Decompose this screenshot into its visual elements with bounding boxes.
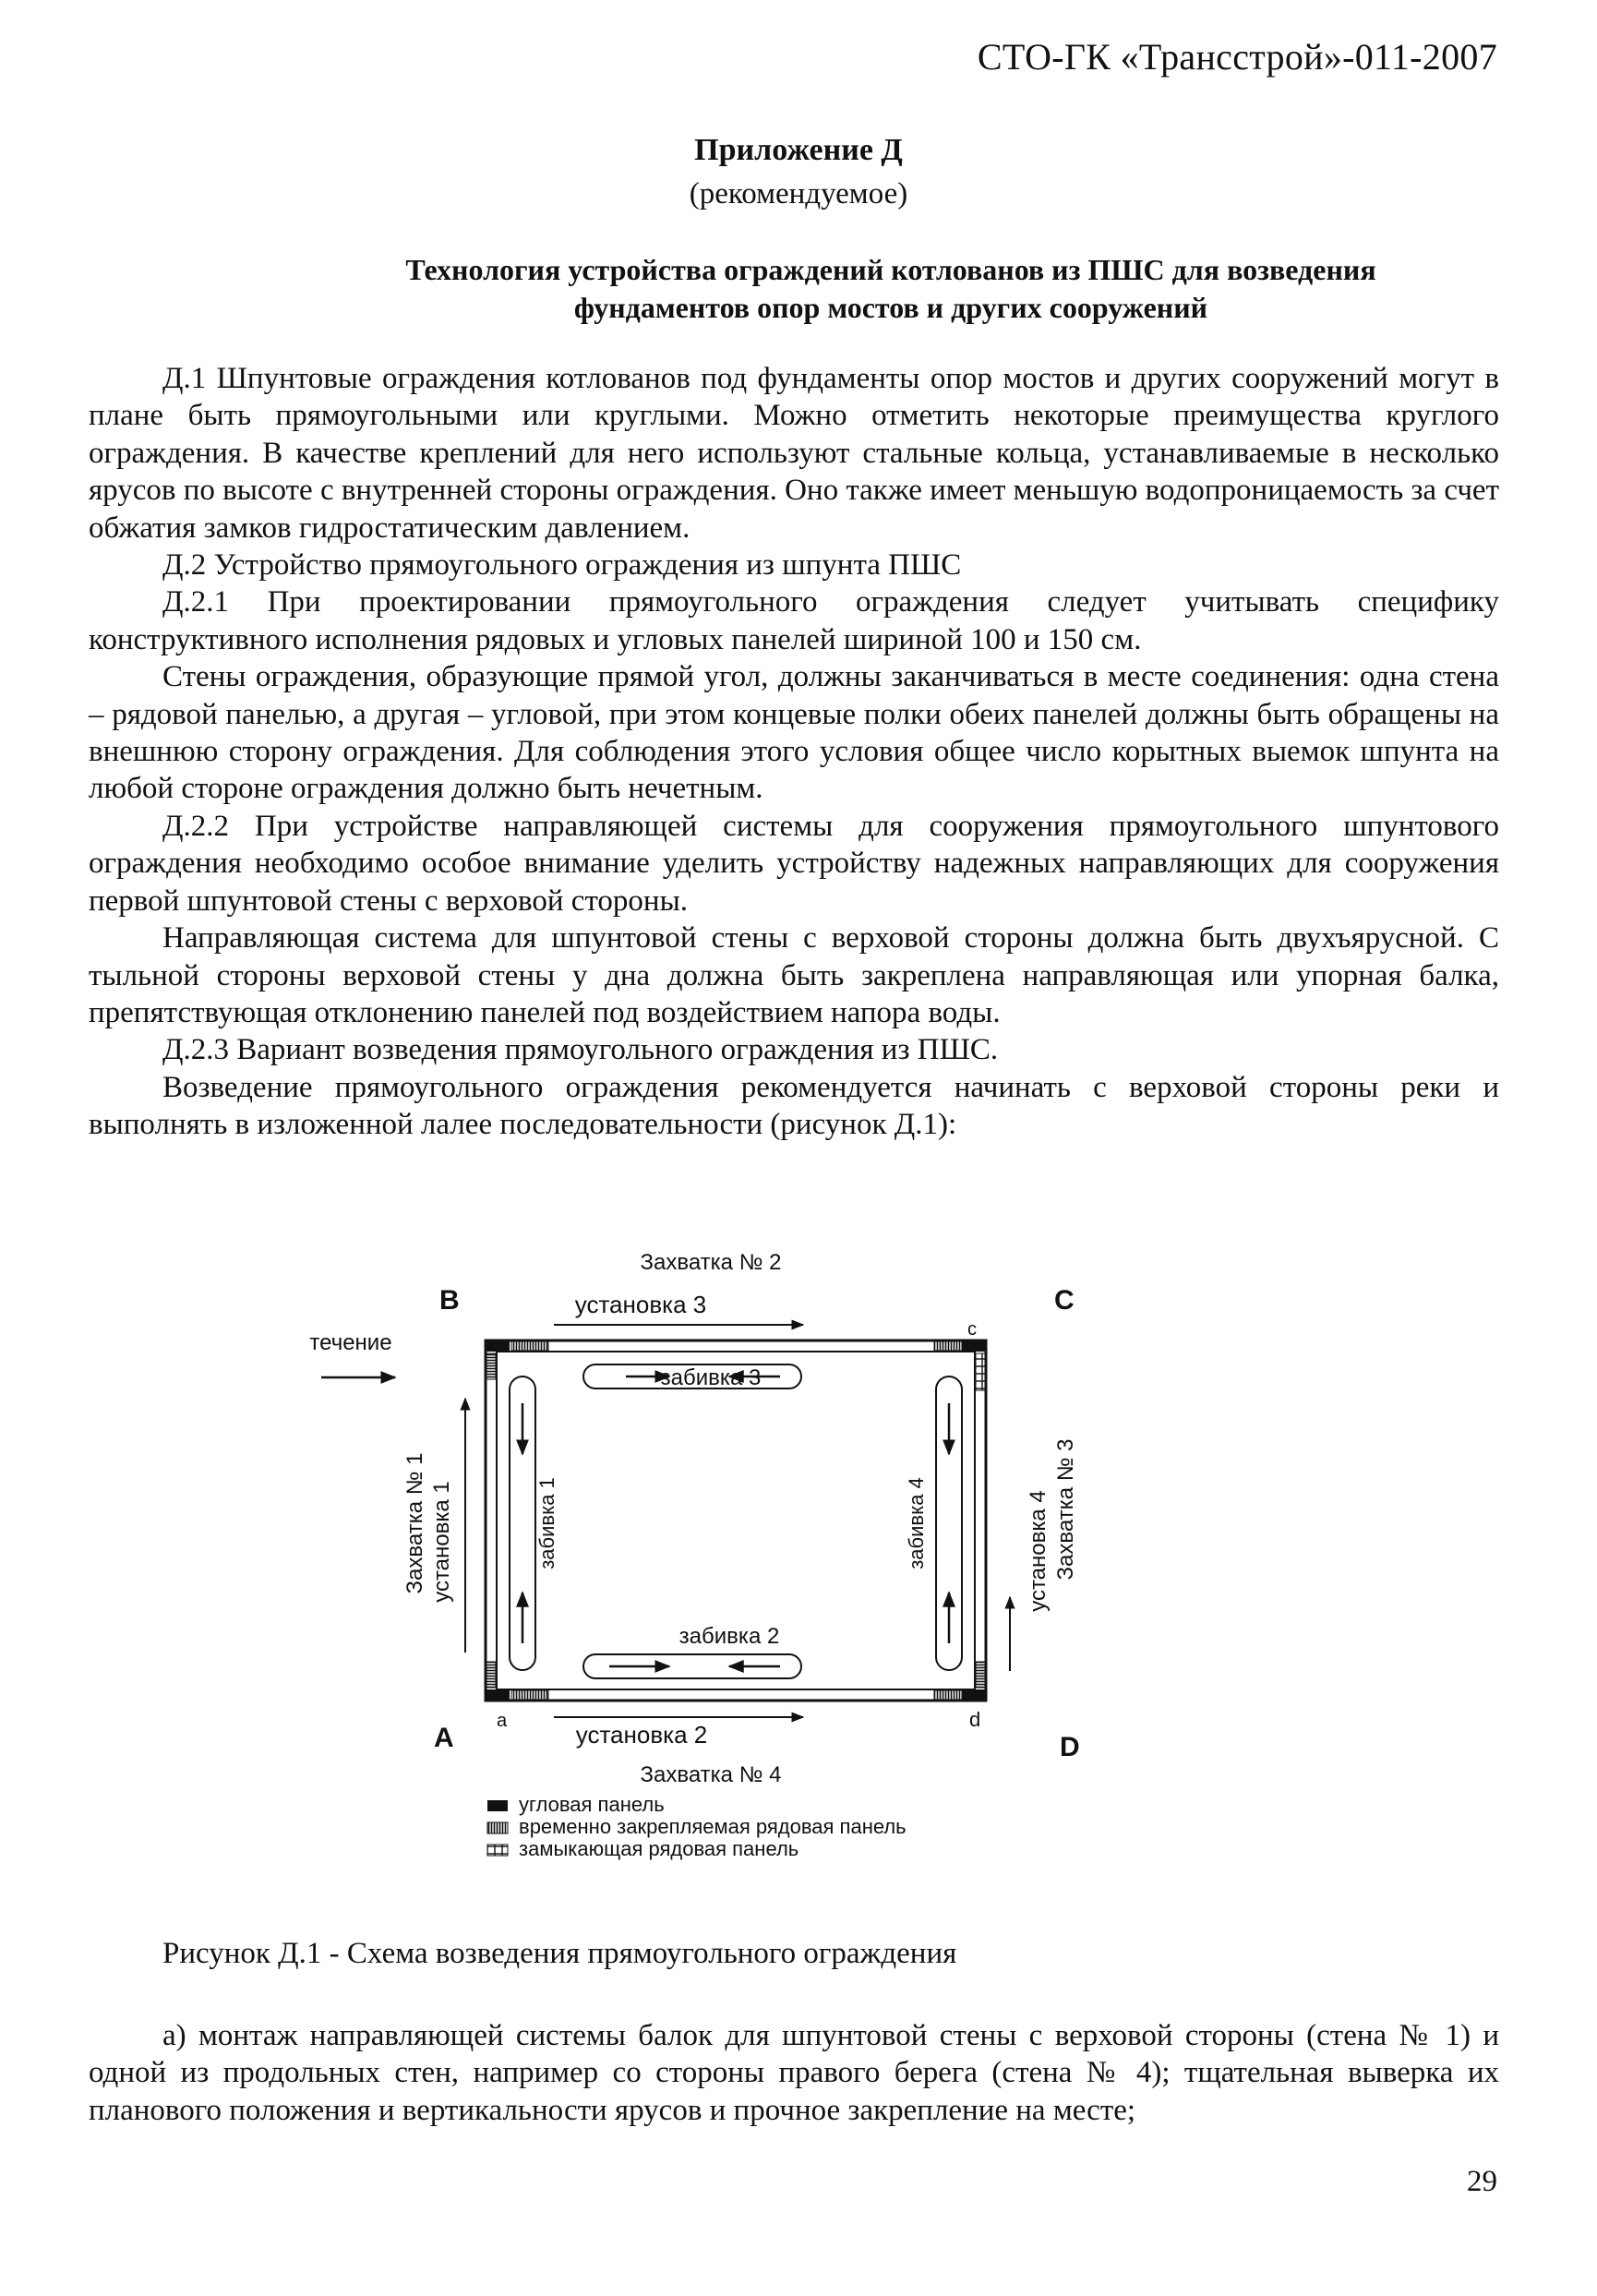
- paragraph-d2: Д.2 Устройство прямоугольного ограждения из шпунта ПШС: [162, 548, 962, 583]
- label-zahvatka-3: Захватка № 3: [1053, 1438, 1078, 1581]
- temporary-panel: [934, 1341, 962, 1351]
- body-text-after-figure: [89, 2017, 1499, 2129]
- paragraph-d22: Д.2.2 При устройстве направляющей системы для сооружения прямоугольного шпунтового ограждения необходимо особое внимание уделить устройству надежных направляющих для сооружения первой шпунтовой стены с верховой стороны.: [89, 809, 1499, 918]
- corner-panel-b: [486, 1340, 510, 1352]
- legend-item-temporary: временно закрепляемая рядовая панель: [519, 1815, 907, 1838]
- construction-diagram: [277, 1237, 1292, 1902]
- label-zahvatka-1: Захватка № 1: [402, 1452, 427, 1594]
- corner-label-b: B: [439, 1285, 460, 1316]
- corner-label-small-c: c: [967, 1319, 977, 1340]
- paragraph-d21: Д.2.1 При проектировании прямоугольного ограждения следует учитывать специфику конструктивного исполнения рядовых и угловых панелей шириной 100 и 150 см.: [89, 585, 1499, 656]
- legend-item-corner: угловая панель: [519, 1793, 665, 1816]
- label-zabivka-1: забивка 1: [535, 1477, 558, 1569]
- temporary-panel: [511, 1341, 548, 1351]
- corner-panel-d: [962, 1689, 986, 1701]
- paragraph-guide-system: Направляющая система для шпунтовой стены с верховой стороны должна быть двухъярусной. С тыльной стороны верховой стены у дна должна быть закреплена направляющая или упорная балка, препятствующая отклонению панелей под воздействием напора воды.: [89, 921, 1499, 1029]
- appendix-subtitle: (рекомендуемое): [689, 177, 908, 210]
- label-zabivka-4: забивка 4: [905, 1477, 928, 1569]
- label-zabivka-3: забивка 3: [660, 1365, 762, 1390]
- closing-panel: [976, 1353, 985, 1390]
- legend-item-closing: замыкающая рядовая панель: [519, 1837, 799, 1860]
- body-text: [89, 360, 1499, 1144]
- temporary-panel: [486, 1662, 496, 1688]
- label-ustanovka-3: установка 3: [574, 1291, 707, 1318]
- temporary-panel: [486, 1353, 496, 1379]
- paragraph-d23: Д.2.3 Вариант возведения прямоугольного ограждения из ПШС.: [162, 1033, 999, 1067]
- label-ustanovka-2: установка 2: [575, 1721, 708, 1749]
- temporary-panel: [934, 1690, 962, 1700]
- section-heading: [305, 251, 1477, 327]
- label-zahvatka-4: Захватка № 4: [640, 1762, 782, 1787]
- corner-label-small-d: d: [969, 1708, 981, 1731]
- label-zabivka-2: забивка 2: [678, 1624, 780, 1649]
- corner-panel-c: [962, 1340, 986, 1352]
- paragraph-d1: Д.1 Шпунтовые ограждения котлованов под фундаменты опор мостов и других сооружений могут в плане быть прямоугольными или круглыми. Можно отметить некоторые преимущества круглого ограждения. В качестве креплений для него используют стальные кольца, устанавливаемые в несколько ярусов по высоте с внутренней стороны ограждения. Оно также имеет меньшую водопроницаемость за счет обжатия замков гидростатическим давлением.: [89, 362, 1499, 545]
- label-flow: течение: [309, 1330, 392, 1355]
- label-ustanovka-1: установка 1: [429, 1481, 454, 1603]
- appendix-title: Приложение Д: [694, 133, 903, 167]
- corner-panel-a: [486, 1689, 510, 1701]
- page-number: 29: [1467, 2165, 1497, 2198]
- section-heading-line-2: фундаментов опор мостов и других сооружений: [573, 291, 1208, 324]
- temporary-panel: [511, 1690, 548, 1700]
- legend-swatch-corner: [487, 1800, 508, 1811]
- corner-label-c: C: [1054, 1285, 1075, 1316]
- corner-label-small-a: a: [497, 1711, 508, 1731]
- document-code: СТО-ГК «Трансстрой»-011-2007: [977, 36, 1497, 78]
- corner-label-d: D: [1060, 1732, 1080, 1762]
- legend-swatch-closing: [487, 1845, 508, 1856]
- paragraph-sequence: Возведение прямоугольного ограждения рекомендуется начинать с верховой стороны реки и выполнять в изложенной лалее последовательности (рисунок Д.1):: [89, 1070, 1499, 1142]
- corner-label-a: A: [434, 1723, 454, 1753]
- figure-caption: Рисунок Д.1 - Схема возведения прямоугольного ограждения: [162, 1937, 957, 1970]
- paragraph-step-a: а) монтаж направляющей системы балок для шпунтовой стены с верховой стороны (стена № 1) и одной из продольных стен, например со стороны правого берега (стена № 4); тщательная выверка их планового положения и вертикальности ярусов и прочное закрепление на месте;: [89, 2019, 1499, 2127]
- temporary-panel: [976, 1662, 985, 1688]
- legend-swatch-temporary: [487, 1822, 508, 1833]
- section-heading-line-1: Технология устройства ограждений котлованов из ПШС для возведения: [405, 253, 1376, 286]
- label-zahvatka-2: Захватка № 2: [640, 1250, 782, 1275]
- label-ustanovka-4: установка 4: [1026, 1490, 1051, 1612]
- paragraph-walls: Стены ограждения, образующие прямой угол, должны заканчиваться в месте соединения: одна стена – рядовой панелью, а другая – угловой, при этом концевые полки обеих панелей должны быть обращены на внешнюю сторону ограждения. Для соблюдения этого условия общее число корытных выемок шпунта на любой стороне ограждения должно быть нечетным.: [89, 660, 1499, 806]
